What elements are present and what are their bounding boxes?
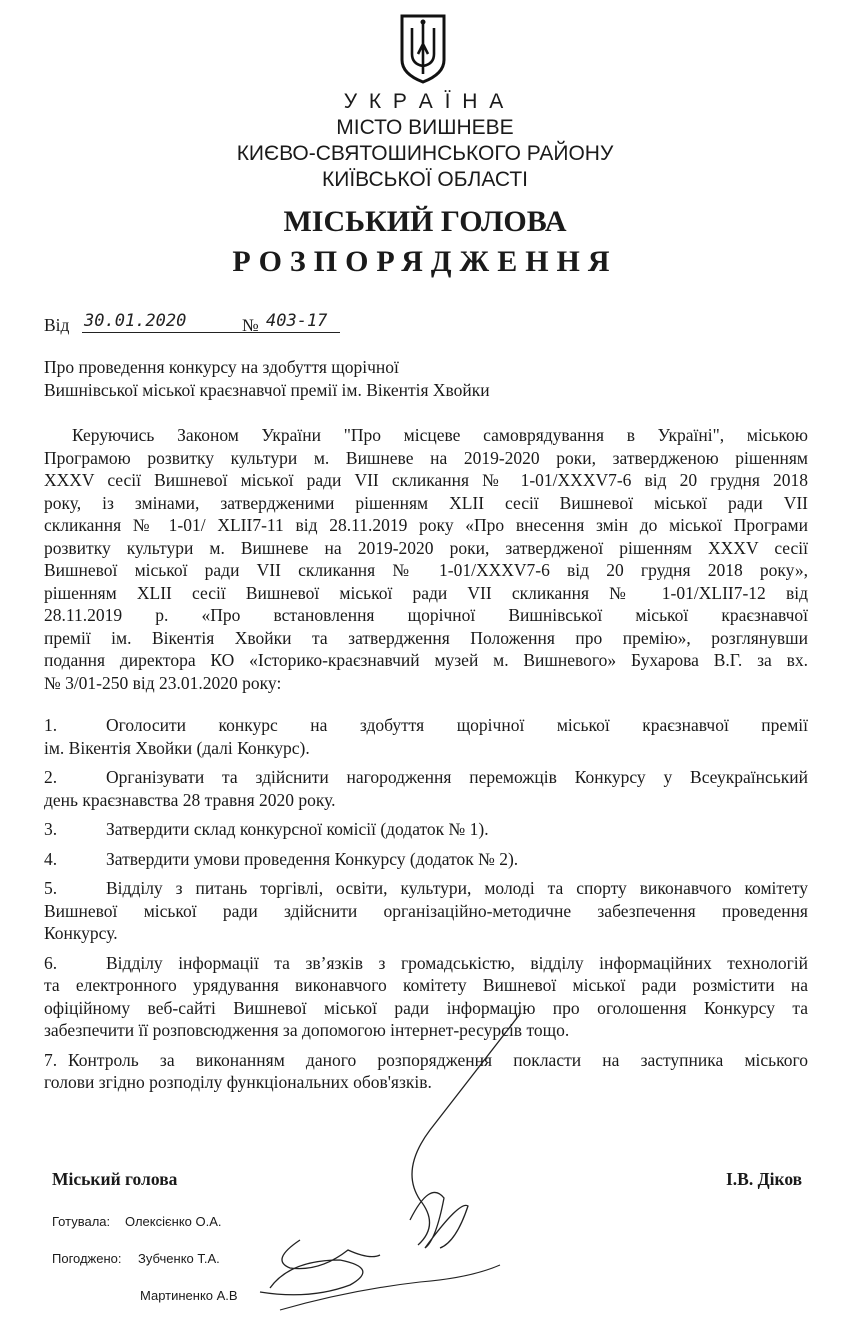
date-value: 30.01.2020 [84,311,187,331]
item-number: 1. [44,715,58,735]
preamble-line: скликання № 1-01/ XLII7-11 від 28.11.2019 року «Про внесення змін до міської Програми [44,515,808,535]
header-region: КИЇВСЬКОЇ ОБЛАСТІ [322,168,528,191]
item-text-cont: офіційному веб-сайті Вишневої міської ради інформацію про оголошення Конкурсу та [44,997,808,1018]
item-text: Затвердити склад конкурсної комісії (додаток № 1). [106,819,489,839]
list-item [44,952,808,975]
prepared-name: Олексієнко О.А. [125,1214,222,1229]
item-text: Контроль за виконанням даного розпорядження покласти на заступника міського [68,1049,808,1070]
subject-line: Вишнівської міської краєзнавчої премії ім. Вікентія Хвойки [44,379,490,400]
item-text-cont: Конкурсу. [44,923,118,943]
number-value: 403-17 [266,311,328,331]
preamble-line: подання директора КО «Історико-краєзнавчий музей м. Вишневого» Бухарова В.Г. за вх. [44,650,808,670]
item-text-cont: день краєзнавства 28 травня 2020 року. [44,789,336,810]
item-number: 6. [44,952,58,973]
doc-title-type: РОЗПОРЯДЖЕННЯ [232,245,618,278]
item-number: 2. [44,767,58,787]
preamble-line: розвитку культури м. Вишневе на 2019-2020 роки, затвердженої рішенням XXXV сесії [44,537,808,558]
subject [44,356,744,401]
preamble-line: XXXV сесії Вишневої міської ради VII скликання № 1-01/XXXV7-6 від 20 грудня 2018 [44,470,808,490]
doc-title-main: МІСЬКИЙ ГОЛОВА [283,205,567,238]
item-text: Затвердити умови проведення Конкурсу (додаток № 2). [106,848,519,869]
preamble-line: № 3/01-250 від 23.01.2020 року: [44,672,282,693]
item-number: 7. [44,1049,58,1070]
preamble-line: премії ім. Вікентія Хвойки та затвердження Положення про премію», розглянувши [44,627,808,648]
preamble-line: рішенням XLII сесії Вишневої міської ради VII скликання № 1-01/XLII7-12 від [44,582,808,603]
item-number: 5. [44,878,58,898]
item-text-cont: Вишневої міської ради здійснити організаційно-методичне забезпечення проведення [44,900,808,921]
preamble-line: Керуючись Законом України "Про місцеве самоврядування в Україні", міською [72,425,808,445]
preamble-line: року, із змінами, затвердженими рішенням XLII сесії Вишневої міської ради VII [44,492,808,513]
item-text: Відділу з питань торгівлі, освіти, культури, молоді та спорту виконавчого комітету [106,878,808,898]
signature-role: Міський голова [52,1169,178,1189]
list-item [44,877,808,900]
item-text-cont: та електронного урядування виконавчого комітету Вишневої міської ради розмістити на [44,975,808,995]
list-item [44,848,808,871]
item-text: Організувати та здійснити нагородження переможців Конкурсу у Всеукраїнський [106,767,808,787]
coat-of-arms-icon [400,14,446,84]
signature-name: І.В. Діков [726,1169,803,1189]
date-number-line [44,311,744,340]
subject-line: Про проведення конкурсу на здобуття щорічної [44,357,399,377]
item-number: 4. [44,848,58,869]
signature-scribble-icon [230,1010,530,1320]
header-country: У К Р А Ї Н А [343,90,507,113]
item-text: Оголосити конкурс на здобуття щорічної міської краєзнавчої премії [106,715,808,735]
preamble-line: 28.11.2019 р. «Про встановлення щорічної Вишнівської міської краєзнавчої [44,605,808,625]
preamble-line: Програмою розвитку культури м. Вишневе на 2019-2020 роки, затвердженою рішенням [44,447,808,468]
item-text-cont: голови згідно розподілу функціональних обов'язків. [44,1072,432,1092]
item-number: 3. [44,819,58,839]
header-district: КИЄВО-СВЯТОШИНСЬКОГО РАЙОНУ [236,142,614,165]
agreed-label: Погоджено: [52,1251,122,1266]
preamble-line: Вишневої міської ради VII скликання № 1-01/XXXV7-6 від 20 грудня 2018 року», [44,560,808,580]
list-item [44,818,808,841]
prepared-label: Готувала: [52,1214,111,1229]
item-text-cont: ім. Вікентія Хвойки (далі Конкурс). [44,737,310,758]
header-city: МІСТО ВИШНЕВЕ [336,116,514,139]
agreed-name: Зубченко Т.А. [138,1251,220,1266]
list-item [44,714,808,737]
number-underline [262,332,340,333]
list-item [44,766,808,789]
preamble [44,424,808,694]
item-text: Відділу інформації та зв’язків з громадськістю, відділу інформаційних технологій [106,952,808,973]
item-text-cont: забезпечити її розповсюдження за допомогою інтернет-ресурсів тощо. [44,1020,570,1040]
date-prefix: Від [44,315,70,335]
number-prefix: № [242,315,259,335]
agreed-name: Мартиненко А.В [140,1288,238,1303]
